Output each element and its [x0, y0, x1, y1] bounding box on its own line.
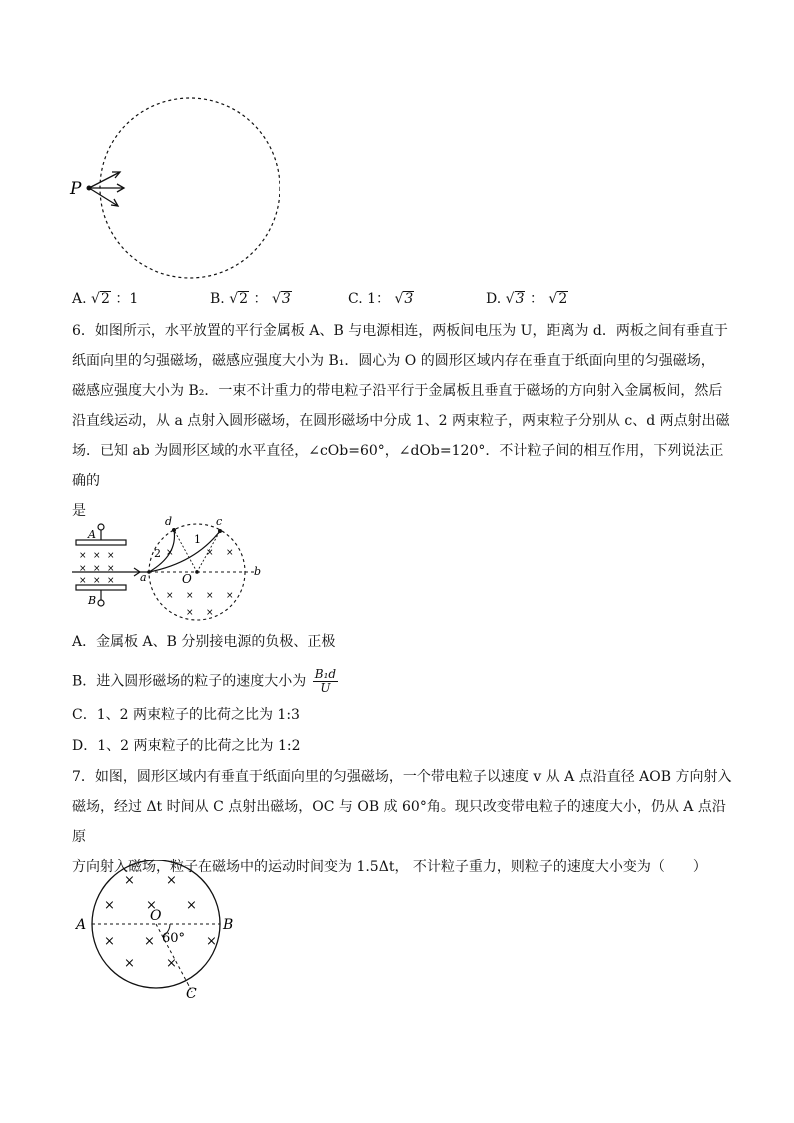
svg-text:×: × [79, 576, 87, 586]
q7-figure [70, 860, 250, 1000]
ratio-sep: ： [529, 291, 544, 307]
svg-text:×: × [124, 873, 135, 888]
svg-text:×: × [104, 934, 115, 949]
svg-text:×: × [186, 898, 197, 913]
svg-text:×: × [166, 873, 177, 888]
label-a-point: a [140, 571, 147, 584]
svg-text:×: × [79, 551, 87, 561]
q6-line-1: 6．如图所示，水平放置的平行金属板 A、B 与电源相连，两板间电压为 U，距离为 d．两板之间有垂直于 [72, 323, 728, 339]
label-b-plate: B [88, 594, 97, 607]
option-left: 2 [100, 291, 110, 307]
q6-line-6: 是 [72, 503, 86, 519]
label-a-point: A [76, 917, 87, 933]
label-b-point: b [254, 565, 262, 578]
q5-option-a[interactable] [72, 289, 138, 309]
q6-stem [72, 316, 732, 526]
velocity-arrows [89, 172, 124, 206]
svg-text:×: × [206, 608, 214, 618]
q6-option-d[interactable]: D．1、2 两束粒子的比荷之比为 1:2 [72, 738, 301, 754]
q6-option-a[interactable]: A．金属板 A、B 分别接电源的负极、正极 [72, 634, 336, 650]
svg-text:×: × [146, 898, 157, 913]
svg-text:×: × [107, 564, 115, 574]
sqrt-icon: √ [394, 291, 404, 307]
q6-line-3: 磁感应强度大小为 B₂．一束不计重力的带电粒子沿平行于金属板且垂直于磁场的方向射入金属板间，然后 [72, 383, 723, 399]
label-beam-2: 2 [154, 547, 161, 560]
angle-label: 60° [162, 931, 186, 946]
circle-crosses [166, 548, 234, 618]
q7-line-3: 方向射入磁场，粒子在磁场中的运动时间变为 1.5Δt， 不计粒子重力，则粒子的速度大小变为（ ） [72, 859, 707, 875]
svg-text:×: × [144, 934, 155, 949]
svg-text:×: × [107, 576, 115, 586]
label-c-point: c [216, 515, 223, 528]
dashed-boundary-circle [100, 98, 280, 278]
svg-text:×: × [166, 548, 174, 558]
label-o-center: O [182, 572, 192, 586]
q6-line-4: 沿直线运动，从 a 点射入圆形磁场，在圆形磁场中分成 1、2 两束粒子，两束粒子分别从 c、d 两点射出磁 [72, 413, 730, 429]
option-right: 2 [558, 291, 568, 307]
svg-text:×: × [166, 956, 177, 971]
svg-text:×: × [79, 564, 87, 574]
fraction-denominator: U [320, 681, 331, 695]
svg-text:×: × [104, 898, 115, 913]
q7-line-2: 磁场，经过 Δt 时间从 C 点射出磁场，OC 与 OB 成 60°角。现只改变带电粒子的速度大小，仍从 A 点沿原 [72, 799, 726, 845]
label-a-plate: A [88, 528, 96, 541]
option-right: 1 [129, 291, 139, 307]
label-beam-1: 1 [194, 533, 201, 546]
q6-option-c[interactable]: C．1、2 两束粒子的比荷之比为 1:3 [72, 707, 300, 723]
fraction-numerator: B₁d [314, 667, 337, 681]
option-left: 1 [367, 291, 377, 307]
svg-text:×: × [93, 551, 101, 561]
svg-text:×: × [186, 591, 194, 601]
q6-line-2: 纸面向里的匀强磁场，磁感应强度大小为 B₁．圆心为 O 的圆形区域内存在垂直于纸面向里的匀强磁场， [72, 353, 715, 369]
label-o-center: O [150, 908, 162, 924]
svg-text:×: × [166, 591, 174, 601]
q5-option-c[interactable] [348, 289, 414, 309]
q5-circle-figure [60, 90, 280, 290]
option-letter: B. [210, 291, 225, 307]
option-letter: C. [348, 291, 363, 307]
svg-text:×: × [226, 548, 234, 558]
option-left: 3 [515, 291, 525, 307]
svg-text:×: × [93, 564, 101, 574]
ratio-sep: ： [376, 291, 391, 307]
option-letter: D. [486, 291, 502, 307]
q7-line-1: 7．如图，圆形区域内有垂直于纸面向里的匀强磁场，一个带电粒子以速度 v 从 A 点沿直径 AOB 方向射入 [72, 769, 732, 785]
label-c-point: C [186, 986, 197, 1000]
sqrt-icon: √ [91, 291, 100, 307]
point-p-label: P [70, 179, 82, 199]
svg-text:×: × [206, 934, 217, 949]
label-d-point: d [165, 515, 173, 528]
q6-line-5: 场．已知 ab 为圆形区域的水平直径，∠cOb=60°，∠dOb=120°．不计粒子间的相互作用，下列说法正确的 [72, 443, 724, 489]
svg-text:×: × [186, 608, 194, 618]
svg-text:×: × [206, 591, 214, 601]
sqrt-icon: √ [271, 291, 281, 307]
svg-text:×: × [226, 591, 234, 601]
option-right: 3 [281, 291, 291, 307]
ratio-sep: ： [253, 291, 268, 307]
q6-option-b[interactable] [72, 668, 338, 695]
velocity-fraction [313, 668, 338, 695]
q5-option-d[interactable] [486, 289, 568, 309]
svg-text:×: × [93, 576, 101, 586]
option-right: 3 [404, 291, 414, 307]
option-left: 2 [239, 291, 249, 307]
svg-text:×: × [107, 551, 115, 561]
label-b-point: B [223, 917, 234, 933]
svg-text:×: × [124, 956, 135, 971]
svg-text:×: × [206, 548, 214, 558]
sqrt-icon: √ [548, 291, 558, 307]
ratio-sep: ： [115, 291, 130, 307]
sqrt-icon: √ [229, 291, 239, 307]
sqrt-icon: √ [505, 291, 515, 307]
option-letter: A. [72, 291, 87, 307]
q5-option-b[interactable] [210, 289, 292, 309]
option-b-text: B．进入圆形磁场的粒子的速度大小为 [72, 673, 307, 690]
q6-figure [70, 505, 270, 625]
plate-crosses [79, 551, 115, 586]
